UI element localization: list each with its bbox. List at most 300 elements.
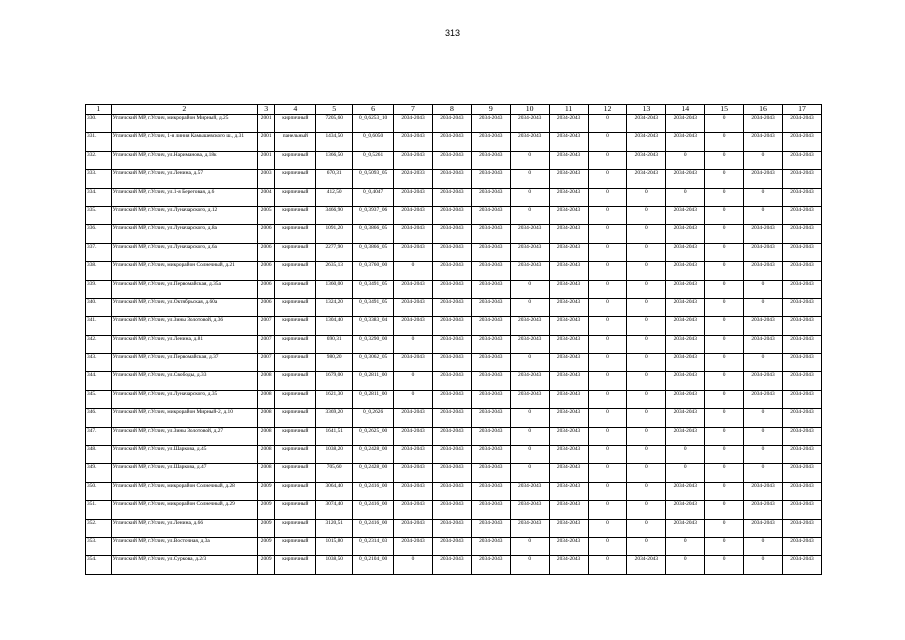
table-row (86, 262, 822, 280)
table-cell: 2034-2043 (744, 262, 783, 280)
register-table-wrapper (85, 104, 822, 575)
table-cell: 0_0,3383_04 (353, 317, 394, 335)
table-cell: 0 (744, 446, 783, 464)
table-cell: Угличский МР, г.Углич, микрорайон Солнечный, д.28 (111, 482, 257, 500)
table-cell: 2034-2043 (471, 206, 510, 224)
table-cell: 2034-2043 (432, 225, 471, 243)
table-cell: панельный (275, 133, 316, 151)
table-row (86, 133, 822, 151)
table-cell: 2034-2043 (666, 298, 705, 316)
table-cell: 0 (627, 390, 666, 408)
table-cell: 2034-2043 (394, 151, 433, 169)
table-cell: 2034-2043 (471, 280, 510, 298)
table-cell: Угличский МР, г.Углич, ул.Зины Золотовой, д.27 (111, 427, 257, 445)
table-cell: 0 (666, 188, 705, 206)
table-cell: 0_0,5261 (353, 151, 394, 169)
table-cell: 2034-2043 (394, 225, 433, 243)
table-cell: 2034-2043 (549, 262, 588, 280)
table-cell: 2003 (257, 170, 274, 188)
table-cell: 2034-2043 (471, 225, 510, 243)
table-cell: 1360,00 (316, 280, 353, 298)
table-cell: 2006 (257, 280, 274, 298)
table-cell: 2034-2043 (471, 427, 510, 445)
table-row (86, 225, 822, 243)
table-cell: 0 (666, 464, 705, 482)
table-cell: кирпичный (275, 335, 316, 353)
table-cell: 2034-2043 (432, 372, 471, 390)
table-cell: 0 (588, 335, 627, 353)
table-cell: кирпичный (275, 464, 316, 482)
table-cell: 2034-2043 (394, 427, 433, 445)
table-cell: 2034-2043 (471, 262, 510, 280)
table-cell: 0 (588, 280, 627, 298)
table-cell: 0 (588, 556, 627, 574)
header-cell: 15 (705, 105, 744, 115)
table-cell: 2009 (257, 519, 274, 537)
table-cell: 2034-2043 (549, 501, 588, 519)
table-cell: 0 (588, 409, 627, 427)
table-row (86, 188, 822, 206)
header-cell: 7 (394, 105, 433, 115)
table-cell: 2034-2043 (549, 446, 588, 464)
table-cell: 350. (86, 482, 112, 500)
table-cell: 2034-2043 (471, 151, 510, 169)
table-cell: 2034-2043 (471, 537, 510, 555)
table-cell: 1621,30 (316, 390, 353, 408)
table-cell: Угличский МР, г.Углич, ул.Шаркова, д.45 (111, 446, 257, 464)
table-cell: 2034-2043 (510, 390, 549, 408)
table-cell: 2034-2043 (782, 262, 821, 280)
table-cell: Угличский МР, г.Углич, ул.Луначарского, д.12 (111, 206, 257, 224)
table-cell: 0 (705, 537, 744, 555)
table-row (86, 317, 822, 335)
table-cell: 2034-2043 (782, 298, 821, 316)
table-cell: 2034-2043 (394, 206, 433, 224)
table-cell: 2034-2043 (432, 446, 471, 464)
table-cell: 2034-2043 (394, 501, 433, 519)
table-cell: 2034-2043 (744, 133, 783, 151)
table-cell: 2007 (257, 335, 274, 353)
table-cell: 2034-2043 (394, 317, 433, 335)
table-cell: 2034-2043 (432, 170, 471, 188)
table-cell: 2034-2043 (510, 372, 549, 390)
table-cell: 2034-2043 (666, 243, 705, 261)
table-cell: 0 (510, 446, 549, 464)
table-cell: 0 (588, 482, 627, 500)
table-cell: 354. (86, 556, 112, 574)
table-cell: Угличский МР, г.Углич, ул.1-я Береговая, д.6 (111, 188, 257, 206)
table-cell: 2034-2043 (666, 390, 705, 408)
table-row (86, 519, 822, 537)
table-cell: 3369,20 (316, 409, 353, 427)
table-cell: 0 (705, 280, 744, 298)
table-cell: 2034-2043 (394, 482, 433, 500)
table-cell: 347. (86, 427, 112, 445)
table-cell: 332. (86, 151, 112, 169)
header-cell: 9 (471, 105, 510, 115)
table-cell: 2034-2043 (394, 464, 433, 482)
table-cell: 2034-2043 (471, 298, 510, 316)
table-cell: 2034-2043 (432, 519, 471, 537)
table-cell: 0 (627, 519, 666, 537)
table-cell: 331. (86, 133, 112, 151)
table-cell: кирпичный (275, 556, 316, 574)
table-cell: 0 (394, 390, 433, 408)
table-cell: 2034-2043 (432, 335, 471, 353)
table-cell: 0 (627, 262, 666, 280)
table-cell: 348. (86, 446, 112, 464)
table-cell: 0_0,2428_00 (353, 464, 394, 482)
table-cell: 2001 (257, 151, 274, 169)
table-cell: 2008 (257, 464, 274, 482)
table-cell: 2034-2043 (510, 519, 549, 537)
table-cell: 0_0,2416_00 (353, 482, 394, 500)
table-row (86, 409, 822, 427)
table-cell: 0 (705, 317, 744, 335)
table-cell: кирпичный (275, 372, 316, 390)
table-cell: 2034-2043 (782, 225, 821, 243)
table-cell: 344. (86, 372, 112, 390)
table-cell: 0 (510, 556, 549, 574)
table-cell: 1434,50 (316, 133, 353, 151)
table-cell: 2034-2043 (666, 519, 705, 537)
table-cell: 0 (588, 115, 627, 133)
table-cell: 2034-2043 (549, 519, 588, 537)
table-cell: 2034-2043 (549, 372, 588, 390)
table-cell: кирпичный (275, 298, 316, 316)
table-cell: 2034-2043 (471, 556, 510, 574)
table-cell: Угличский МР, г.Углич, ул.Шаркова, д.47 (111, 464, 257, 482)
table-cell: 2034-2043 (549, 464, 588, 482)
table-cell: 0 (588, 151, 627, 169)
table-cell: 2034-2043 (666, 501, 705, 519)
table-cell: 2034-2043 (782, 335, 821, 353)
table-row (86, 482, 822, 500)
table-cell: 0 (588, 354, 627, 372)
table-cell: 2001 (257, 115, 274, 133)
table-cell: Угличский МР, г.Углич, ул.Ленина, д.57 (111, 170, 257, 188)
table-cell: 0 (588, 188, 627, 206)
table-cell: 2034-2043 (432, 298, 471, 316)
table-cell: 2034-2043 (432, 409, 471, 427)
table-cell: 1324,20 (316, 298, 353, 316)
table-cell: 2006 (257, 243, 274, 261)
table-cell: 2277,90 (316, 243, 353, 261)
table-cell: кирпичный (275, 243, 316, 261)
table-row (86, 115, 822, 133)
table-cell: Угличский МР, г.Углич, ул.Октябрьская, д.60а (111, 298, 257, 316)
table-cell: 0_0,3937_06 (353, 206, 394, 224)
table-cell: 2034-2043 (394, 446, 433, 464)
table-cell: 2034-2043 (549, 317, 588, 335)
table-cell: 352. (86, 519, 112, 537)
table-cell: 0 (627, 225, 666, 243)
table-cell: Угличский МР, г.Углич, ул.Луначарского, д.6а (111, 243, 257, 261)
table-cell: 2008 (257, 427, 274, 445)
header-cell: 5 (316, 105, 353, 115)
header-cell: 14 (666, 105, 705, 115)
table-cell: 0 (705, 151, 744, 169)
table-cell: 0 (744, 298, 783, 316)
table-cell: 2034-2043 (471, 133, 510, 151)
table-cell: 2034-2043 (549, 427, 588, 445)
table-cell: 2007 (257, 354, 274, 372)
table-cell: 0 (627, 317, 666, 335)
table-cell: кирпичный (275, 537, 316, 555)
table-cell: 0 (588, 262, 627, 280)
table-cell: 2034-2043 (782, 482, 821, 500)
table-cell: 2009 (257, 482, 274, 500)
table-cell: 0 (588, 446, 627, 464)
table-cell: 0 (588, 206, 627, 224)
table-cell: 2034-2043 (782, 170, 821, 188)
table-cell: 0 (705, 225, 744, 243)
table-cell: 0 (627, 335, 666, 353)
table-cell: кирпичный (275, 482, 316, 500)
table-cell: кирпичный (275, 409, 316, 427)
table-cell: 0 (744, 427, 783, 445)
table-cell: 0 (666, 446, 705, 464)
table-cell: 2034-2043 (510, 335, 549, 353)
table-cell: 0 (510, 464, 549, 482)
table-cell: 0 (510, 537, 549, 555)
table-cell: 2034-2043 (394, 188, 433, 206)
table-cell: 2034-2043 (471, 243, 510, 261)
table-cell: 0_0,3491_05 (353, 280, 394, 298)
table-cell: 0_0,3866_05 (353, 225, 394, 243)
table-cell: 2004 (257, 188, 274, 206)
table-cell: Угличский МР, г.Углич, ул.Свободы, д.33 (111, 372, 257, 390)
table-cell: 2034-2043 (549, 390, 588, 408)
header-cell: 3 (257, 105, 274, 115)
table-cell: 2024-2033 (394, 170, 433, 188)
table-cell: 2034-2043 (744, 225, 783, 243)
table-cell: 3064,40 (316, 482, 353, 500)
table-row (86, 537, 822, 555)
table-cell: 2034-2043 (627, 151, 666, 169)
table-cell: 2034-2043 (510, 115, 549, 133)
header-cell: 11 (549, 105, 588, 115)
table-cell: 0 (666, 151, 705, 169)
table-cell: 0 (744, 354, 783, 372)
table-cell: 0 (666, 537, 705, 555)
table-cell: 2034-2043 (782, 519, 821, 537)
table-cell: 2034-2043 (432, 115, 471, 133)
table-cell: 2034-2043 (432, 427, 471, 445)
table-cell: 0_0,2428_00 (353, 446, 394, 464)
table-cell: 0 (705, 501, 744, 519)
table-cell: 0 (705, 409, 744, 427)
table-cell: 0 (705, 390, 744, 408)
table-cell: 2034-2043 (471, 188, 510, 206)
table-cell: 2034-2043 (394, 298, 433, 316)
table-cell: 0_0,6253_10 (353, 115, 394, 133)
table-cell: кирпичный (275, 280, 316, 298)
table-cell: 2034-2043 (510, 225, 549, 243)
table-cell: 346. (86, 409, 112, 427)
table-cell: 2008 (257, 372, 274, 390)
table-cell: кирпичный (275, 151, 316, 169)
table-cell: 2008 (257, 390, 274, 408)
table-cell: 341. (86, 317, 112, 335)
table-cell: 0 (744, 409, 783, 427)
table-cell: 2034-2043 (432, 133, 471, 151)
table-cell: 2034-2043 (744, 390, 783, 408)
table-cell: 2034-2043 (666, 262, 705, 280)
table-cell: 0 (588, 225, 627, 243)
table-cell: 2034-2043 (510, 317, 549, 335)
table-cell: 0_0,2416_00 (353, 501, 394, 519)
table-cell: 2034-2043 (744, 501, 783, 519)
table-cell: 2034-2043 (549, 243, 588, 261)
table-cell: 0_0,3491_05 (353, 298, 394, 316)
table-cell: 2034-2043 (666, 427, 705, 445)
table-cell: 2034-2043 (549, 151, 588, 169)
table-cell: 2034-2043 (782, 537, 821, 555)
table-cell: 2001 (257, 133, 274, 151)
table-row (86, 170, 822, 188)
table-cell: 2034-2043 (394, 243, 433, 261)
table-cell: 2034-2043 (549, 409, 588, 427)
table-cell: 2034-2043 (471, 464, 510, 482)
table-cell: Угличский МР, г.Углич, 1-я линия Камышевского ш., д.31 (111, 133, 257, 151)
table-row (86, 151, 822, 169)
table-cell: 0 (510, 409, 549, 427)
table-cell: 0 (705, 519, 744, 537)
table-cell: 349. (86, 464, 112, 482)
table-cell: 0_0,2104_00 (353, 556, 394, 574)
table-cell: кирпичный (275, 390, 316, 408)
table-cell: 2034-2043 (394, 280, 433, 298)
table-cell: 2034-2043 (744, 519, 783, 537)
table-cell: 0 (394, 262, 433, 280)
table-cell: 0 (627, 372, 666, 390)
table-cell: Угличский МР, г.Углич, ул.Восточная, д.3а (111, 537, 257, 555)
table-cell: 1038,20 (316, 446, 353, 464)
table-cell: 0_0,2811_00 (353, 390, 394, 408)
table-cell: 343. (86, 354, 112, 372)
table-body (86, 115, 822, 575)
table-cell: 336. (86, 225, 112, 243)
table-cell: 2034-2043 (627, 133, 666, 151)
table-cell: 2034-2043 (394, 354, 433, 372)
table-cell: 0 (744, 188, 783, 206)
table-cell: 2034-2043 (782, 464, 821, 482)
table-cell: 0 (510, 354, 549, 372)
table-cell: 2034-2043 (782, 133, 821, 151)
table-cell: 2034-2043 (782, 206, 821, 224)
table-cell: 2034-2043 (432, 482, 471, 500)
table-cell: 0 (705, 354, 744, 372)
table-cell: 2034-2043 (782, 501, 821, 519)
table-cell: 2034-2043 (782, 390, 821, 408)
table-cell: 0 (588, 243, 627, 261)
table-cell: 2034-2043 (666, 335, 705, 353)
table-cell: Угличский МР, г.Углич, ул.Суркова, д.2/3 (111, 556, 257, 574)
table-cell: кирпичный (275, 354, 316, 372)
table-cell: Угличский МР, г.Углич, ул.Ленина, д.66 (111, 519, 257, 537)
table-cell: 2034-2043 (666, 280, 705, 298)
table-cell: 2034-2043 (549, 556, 588, 574)
table-cell: кирпичный (275, 115, 316, 133)
table-cell: 2006 (257, 298, 274, 316)
table-cell: 2034-2043 (471, 354, 510, 372)
table-cell: 0 (588, 170, 627, 188)
table-cell: 2034-2043 (471, 501, 510, 519)
table-cell: 0 (744, 206, 783, 224)
table-cell: 2034-2043 (432, 390, 471, 408)
table-cell: 0 (588, 133, 627, 151)
table-cell: Угличский МР, г.Углич, ул.Первомайская, д.35а (111, 280, 257, 298)
table-cell: 2034-2043 (432, 501, 471, 519)
header-cell: 10 (510, 105, 549, 115)
table-cell: 342. (86, 335, 112, 353)
table-cell: 0 (666, 556, 705, 574)
table-cell: 2034-2043 (549, 482, 588, 500)
table-cell: 0 (510, 298, 549, 316)
table-cell: 0 (588, 317, 627, 335)
table-cell: 337. (86, 243, 112, 261)
table-cell: 2034-2043 (432, 188, 471, 206)
table-cell: 2006 (257, 262, 274, 280)
table-cell: 0 (588, 501, 627, 519)
table-cell: 2034-2043 (782, 556, 821, 574)
header-cell: 1 (86, 105, 112, 115)
table-row (86, 556, 822, 574)
table-cell: 0 (627, 354, 666, 372)
table-cell: 0 (705, 206, 744, 224)
table-cell: 0 (588, 464, 627, 482)
table-cell: 0 (705, 115, 744, 133)
table-cell: 2034-2043 (782, 427, 821, 445)
table-cell: 2009 (257, 556, 274, 574)
table-cell: 2034-2043 (549, 188, 588, 206)
table-cell: 0 (510, 206, 549, 224)
table-row (86, 464, 822, 482)
table-cell: 2034-2043 (510, 482, 549, 500)
table-cell: Угличский МР, г.Углич, микрорайон Солнечный, д.29 (111, 501, 257, 519)
table-cell: 2034-2043 (744, 243, 783, 261)
table-cell: 2034-2043 (471, 372, 510, 390)
table-cell: 0 (588, 390, 627, 408)
table-cell: 2034-2043 (549, 298, 588, 316)
table-cell: кирпичный (275, 427, 316, 445)
table-cell: 0_0,2811_00 (353, 372, 394, 390)
table-cell: 705,60 (316, 464, 353, 482)
table-cell: 2635,13 (316, 262, 353, 280)
table-cell: 0 (705, 298, 744, 316)
table-cell: 351. (86, 501, 112, 519)
table-cell: 0 (627, 482, 666, 500)
table-cell: 0 (744, 556, 783, 574)
header-cell: 17 (782, 105, 821, 115)
table-cell: 0_0,2626 (353, 409, 394, 427)
header-cell: 2 (111, 105, 257, 115)
table-cell: 333. (86, 170, 112, 188)
table-cell: 0 (510, 427, 549, 445)
table-cell: Угличский МР, г.Углич, ул.Нариманова, д.18к (111, 151, 257, 169)
table-cell: 2034-2043 (549, 206, 588, 224)
table-cell: 2034-2043 (744, 335, 783, 353)
table-cell: 690,31 (316, 335, 353, 353)
table-cell: 0 (627, 537, 666, 555)
header-cell: 16 (744, 105, 783, 115)
table-cell: 0 (744, 537, 783, 555)
table-cell: 0 (394, 372, 433, 390)
table-cell: кирпичный (275, 519, 316, 537)
table-cell: 2034-2043 (510, 243, 549, 261)
table-cell: 2034-2043 (666, 133, 705, 151)
